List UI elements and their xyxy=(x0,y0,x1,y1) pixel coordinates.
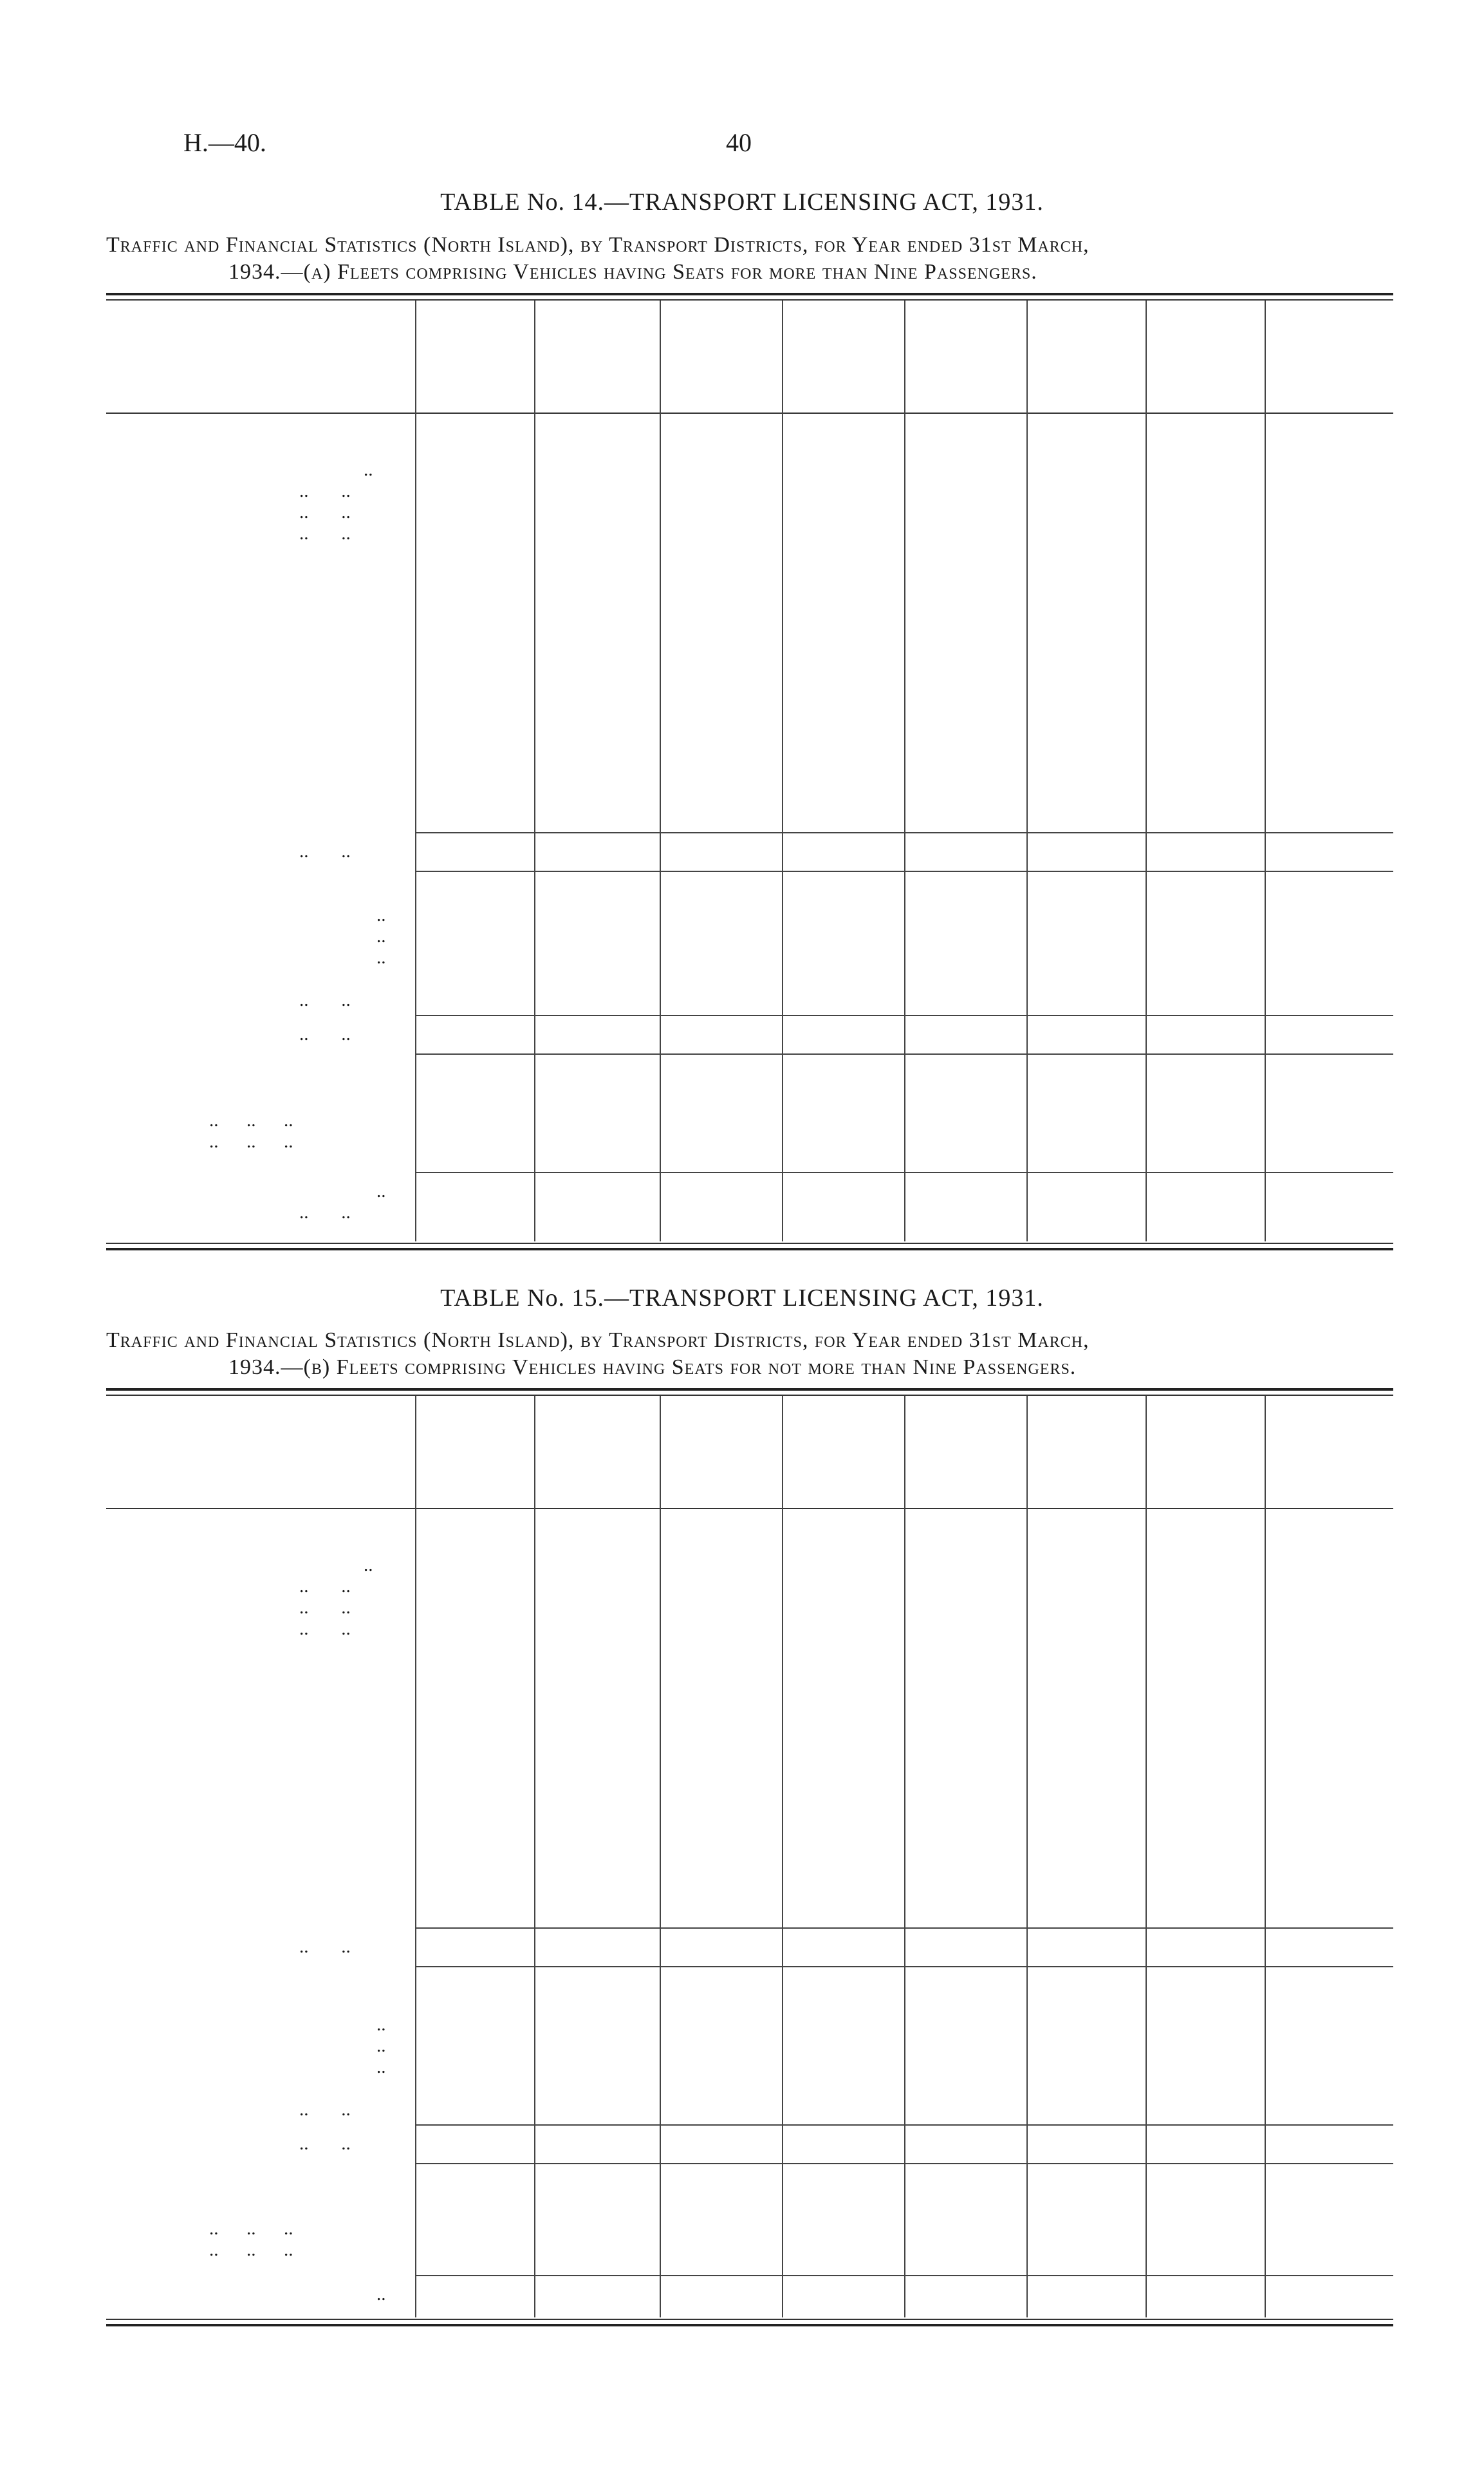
column-divider xyxy=(1026,1396,1028,2317)
leader-dots: .. .. xyxy=(299,1202,351,1223)
top-rule xyxy=(106,293,1393,295)
leader-dots: .. .. xyxy=(299,2099,351,2120)
leader-dots: .. .. xyxy=(299,1936,351,1957)
table14 xyxy=(106,293,1393,1252)
bottom-rule xyxy=(106,1248,1393,1250)
leader-dots: .. xyxy=(376,2036,386,2056)
page-ref: H.—40. xyxy=(183,128,266,157)
column-header xyxy=(1265,302,1393,411)
leader-dots: .. xyxy=(376,905,386,925)
leader-dots: .. .. xyxy=(299,1576,351,1597)
bottom-rule xyxy=(106,2324,1393,2326)
column-divider xyxy=(415,1396,416,2317)
column-header xyxy=(904,1397,1026,1507)
column-divider xyxy=(534,1396,535,2317)
column-header xyxy=(904,302,1026,411)
column-divider xyxy=(660,301,661,1241)
subtotal-rule xyxy=(415,1966,1393,1967)
column-divider xyxy=(1265,301,1266,1241)
leader-dots: .. xyxy=(376,2284,386,2305)
top-rule-inner xyxy=(106,299,1393,301)
column-header xyxy=(1026,1397,1145,1507)
column-divider xyxy=(782,1396,783,2317)
column-header xyxy=(1145,1397,1265,1507)
column-header xyxy=(415,302,534,411)
column-header xyxy=(660,302,782,411)
leader-dots: .. xyxy=(376,926,386,947)
column-divider xyxy=(904,301,905,1241)
column-divider xyxy=(782,301,783,1241)
leader-dots: .. .. xyxy=(299,1024,351,1044)
leader-dots: .. .. xyxy=(299,1597,351,1618)
subtotal-rule xyxy=(415,2275,1393,2276)
column-header xyxy=(106,302,415,411)
column-header xyxy=(1026,302,1145,411)
column-header xyxy=(534,302,660,411)
leader-dots: .. xyxy=(376,947,386,968)
table15 xyxy=(106,1388,1393,2328)
leader-dots: .. .. xyxy=(299,502,351,523)
leader-dots: .. xyxy=(376,2014,386,2035)
leader-dots: .. .. xyxy=(299,1619,351,1639)
bottom-rule-inner xyxy=(106,2319,1393,2320)
column-divider xyxy=(534,301,535,1241)
leader-dots: .. xyxy=(364,459,373,480)
leader-dots: .. xyxy=(364,1555,373,1575)
table14-subtitle: Traffic and Financial Statistics (North Island), by Transport Districts, for Year ended 31st March, 1934.—(a) Fleets comprising Vehicles having Seats for more than Nine Passengers. xyxy=(106,233,1090,284)
header-rule xyxy=(106,413,1393,414)
table15-title: TABLE No. 15.—TRANSPORT LICENSING ACT, 1931. xyxy=(440,1285,1044,1312)
leader-dots: .. .. .. xyxy=(209,1110,293,1131)
column-divider xyxy=(904,1396,905,2317)
leader-dots: .. .. xyxy=(299,523,351,544)
column-header xyxy=(106,1397,415,1507)
subtotal-rule xyxy=(415,1927,1393,1929)
leader-dots: .. .. xyxy=(299,990,351,1010)
subtotal-rule xyxy=(415,2124,1393,2126)
subtotal-rule xyxy=(415,871,1393,872)
column-divider xyxy=(1145,1396,1147,2317)
subtotal-rule xyxy=(415,1053,1393,1055)
column-header xyxy=(1145,302,1265,411)
subtotal-rule xyxy=(415,1015,1393,1016)
leader-dots: .. .. xyxy=(299,481,351,501)
table15-subtitle: Traffic and Financial Statistics (North Island), by Transport Districts, for Year ended 31st March, 1934.—(b) Fleets comprising Vehicles having Seats for not more than Nine Passengers. xyxy=(106,1328,1090,1379)
subtotal-rule xyxy=(415,832,1393,833)
table14-title: TABLE No. 14.—TRANSPORT LICENSING ACT, 1931. xyxy=(440,189,1044,216)
column-header xyxy=(415,1397,534,1507)
leader-dots: .. xyxy=(376,2057,386,2077)
leader-dots: .. .. .. xyxy=(209,1131,293,1152)
column-header xyxy=(1265,1397,1393,1507)
leader-dots: .. .. .. xyxy=(209,2240,293,2260)
column-divider xyxy=(660,1396,661,2317)
bottom-rule-inner xyxy=(106,1243,1393,1244)
column-header xyxy=(782,1397,904,1507)
top-rule-inner xyxy=(106,1395,1393,1396)
leader-dots: .. xyxy=(376,1181,386,1201)
column-header xyxy=(660,1397,782,1507)
column-divider xyxy=(1265,1396,1266,2317)
page-number: 40 xyxy=(726,128,752,157)
column-divider xyxy=(1026,301,1028,1241)
subtotal-rule xyxy=(415,1172,1393,1173)
column-divider xyxy=(415,301,416,1241)
leader-dots: .. .. xyxy=(299,2133,351,2154)
column-divider xyxy=(1145,301,1147,1241)
leader-dots: .. .. xyxy=(299,841,351,862)
header-rule xyxy=(106,1508,1393,1509)
column-header xyxy=(534,1397,660,1507)
leader-dots: .. .. .. xyxy=(209,2218,293,2239)
column-header xyxy=(782,302,904,411)
top-rule xyxy=(106,1388,1393,1391)
subtotal-rule xyxy=(415,2163,1393,2164)
